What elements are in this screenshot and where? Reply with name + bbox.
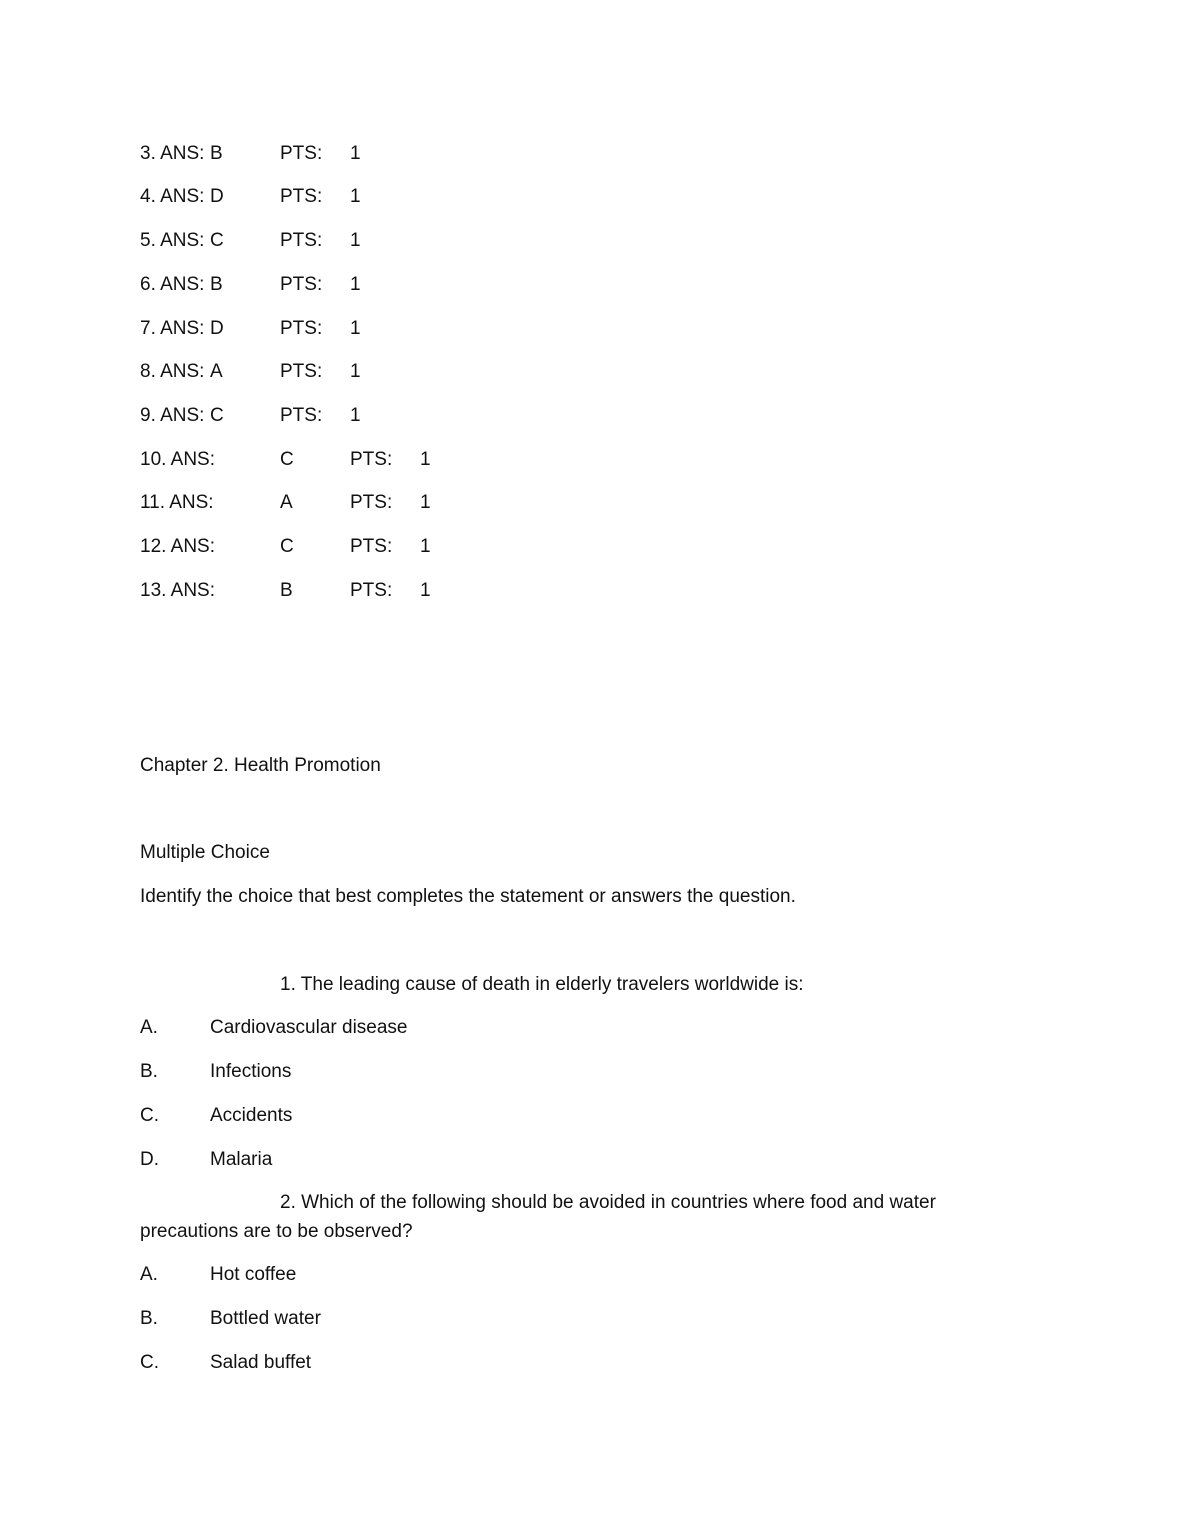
answer-number: 13. ANS: (140, 580, 215, 601)
points-value: 1 (350, 186, 361, 207)
points-label: PTS: (280, 405, 323, 426)
answer-letter: B (210, 143, 223, 164)
points-value: 1 (350, 405, 361, 426)
answer-letter: D (210, 318, 224, 339)
answer-letter: C (210, 405, 224, 426)
points-value: 1 (420, 536, 431, 557)
points-label: PTS: (280, 230, 323, 251)
answer-number: 8. ANS: (140, 361, 205, 382)
points-value: 1 (420, 580, 431, 601)
points-label: PTS: (350, 536, 393, 557)
option-text: Accidents (210, 1105, 293, 1126)
option-letter: A. (140, 1017, 158, 1038)
answer-number: 5. ANS: (140, 230, 205, 251)
option-letter: D. (140, 1149, 159, 1170)
question-stem: 2. Which of the following should be avoided in countries where food and water (280, 1192, 936, 1213)
answer-number: 12. ANS: (140, 536, 215, 557)
points-value: 1 (350, 143, 361, 164)
option-text: Infections (210, 1061, 292, 1082)
answer-letter: C (210, 230, 224, 251)
option-letter: C. (140, 1105, 159, 1126)
option-text: Bottled water (210, 1308, 321, 1329)
answer-number: 7. ANS: (140, 318, 205, 339)
option-letter: B. (140, 1061, 158, 1082)
points-value: 1 (350, 230, 361, 251)
answer-number: 6. ANS: (140, 274, 205, 295)
option-letter: A. (140, 1264, 158, 1285)
answer-number: 3. ANS: (140, 143, 205, 164)
section-title: Multiple Choice (140, 842, 270, 863)
points-label: PTS: (280, 318, 323, 339)
points-label: PTS: (280, 361, 323, 382)
option-text: Cardiovascular disease (210, 1017, 408, 1038)
answer-letter: C (280, 536, 294, 557)
answer-letter: D (210, 186, 224, 207)
answer-number: 4. ANS: (140, 186, 205, 207)
answer-number: 10. ANS: (140, 449, 215, 470)
points-label: PTS: (350, 580, 393, 601)
option-letter: C. (140, 1352, 159, 1373)
chapter-title: Chapter 2. Health Promotion (140, 755, 381, 776)
answer-number: 11. ANS: (140, 492, 214, 513)
points-label: PTS: (280, 143, 323, 164)
points-value: 1 (350, 361, 361, 382)
option-text: Salad buffet (210, 1352, 312, 1373)
answer-letter: B (210, 274, 223, 295)
option-text: Malaria (210, 1149, 273, 1170)
points-label: PTS: (350, 492, 393, 513)
option-text: Hot coffee (210, 1264, 297, 1285)
answer-letter: C (280, 449, 294, 470)
answer-letter: B (280, 580, 293, 601)
answer-letter: A (210, 361, 223, 382)
option-letter: B. (140, 1308, 158, 1329)
points-value: 1 (350, 274, 361, 295)
question-stem: 1. The leading cause of death in elderly travelers worldwide is: (280, 974, 804, 995)
points-value: 1 (350, 318, 361, 339)
points-label: PTS: (280, 274, 323, 295)
points-label: PTS: (280, 186, 323, 207)
question-stem-continued: precautions are to be observed? (140, 1221, 413, 1242)
points-label: PTS: (350, 449, 393, 470)
answer-letter: A (280, 492, 293, 513)
points-value: 1 (420, 492, 431, 513)
instructions: Identify the choice that best completes the statement or answers the question. (140, 886, 796, 907)
answer-number: 9. ANS: (140, 405, 205, 426)
points-value: 1 (420, 449, 431, 470)
